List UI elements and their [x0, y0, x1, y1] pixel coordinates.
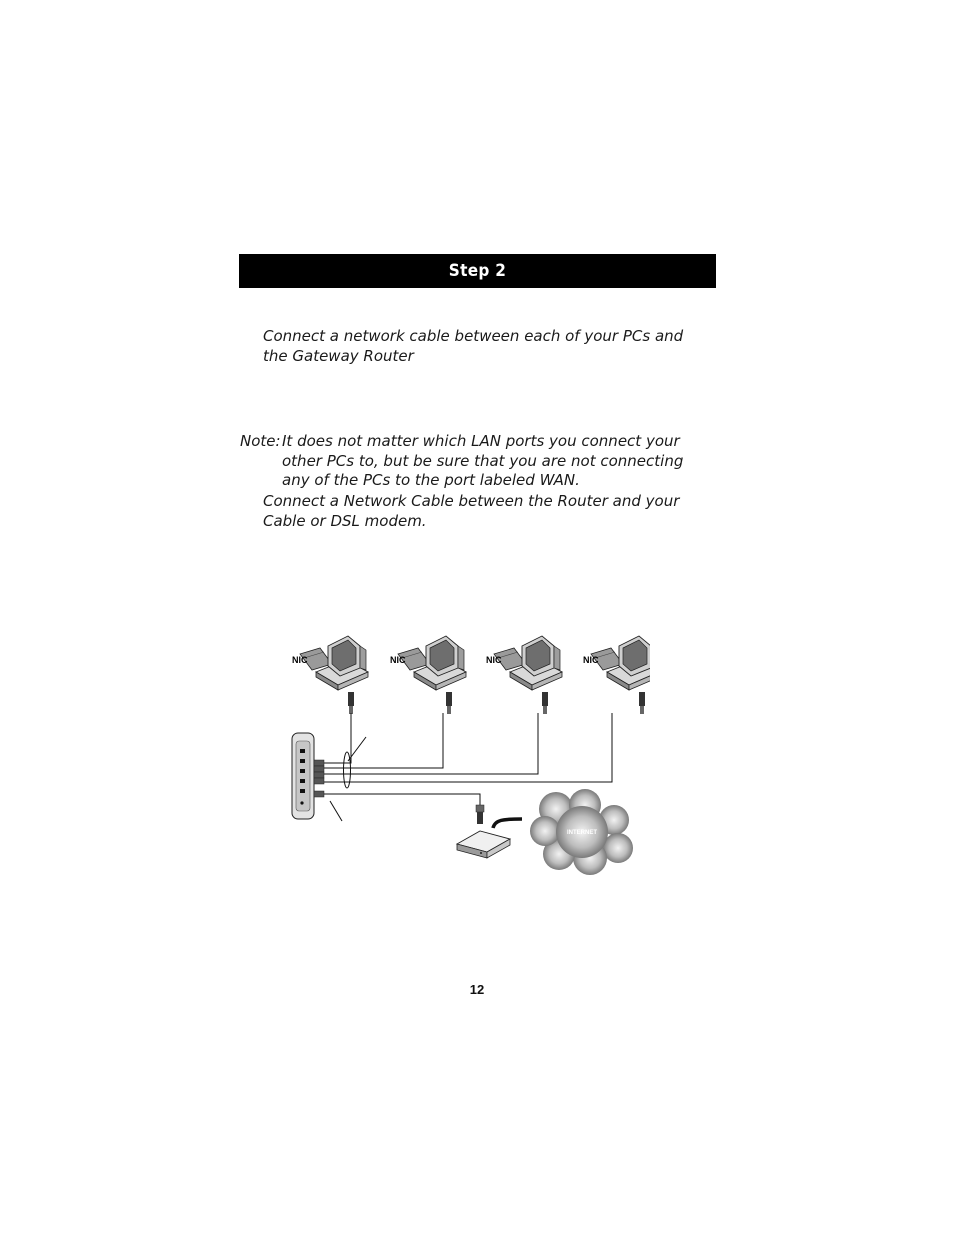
gateway-router — [292, 733, 324, 819]
lan-ports-highlight — [344, 752, 351, 788]
computer-3 — [486, 636, 562, 714]
internet-label: INTERNET — [567, 830, 597, 836]
page-number: 12 — [469, 982, 485, 997]
note-label: Note: — [240, 432, 281, 450]
computer-1 — [292, 636, 368, 714]
instruction-connect-modem: Connect a Network Cable between the Router and your Cable or DSL modem. — [263, 492, 680, 530]
note-text: It does not matter which LAN ports you connect your other PCs to, but be sure that you are not connecting any of the PCs to the port labeled WAN. — [282, 432, 684, 489]
computer-4 — [583, 636, 650, 714]
nic-label-4: NIC — [583, 655, 599, 665]
note-block — [240, 432, 710, 491]
step-title: Step 2 — [448, 261, 507, 281]
step-header-bar — [239, 254, 716, 288]
modem-internet-cable — [493, 819, 522, 828]
nic-label-3: NIC — [486, 655, 502, 665]
instruction-connect-pcs: Connect a network cable between each of your PCs and the Gateway Router — [263, 327, 684, 365]
internet-cloud — [530, 789, 633, 875]
network-diagram — [280, 625, 650, 880]
nic-label-2: NIC — [390, 655, 406, 665]
cable-dsl-modem — [457, 831, 510, 858]
computer-2 — [390, 636, 466, 714]
modem-cable-plug — [476, 805, 484, 824]
nic-label-1: NIC — [292, 655, 308, 665]
